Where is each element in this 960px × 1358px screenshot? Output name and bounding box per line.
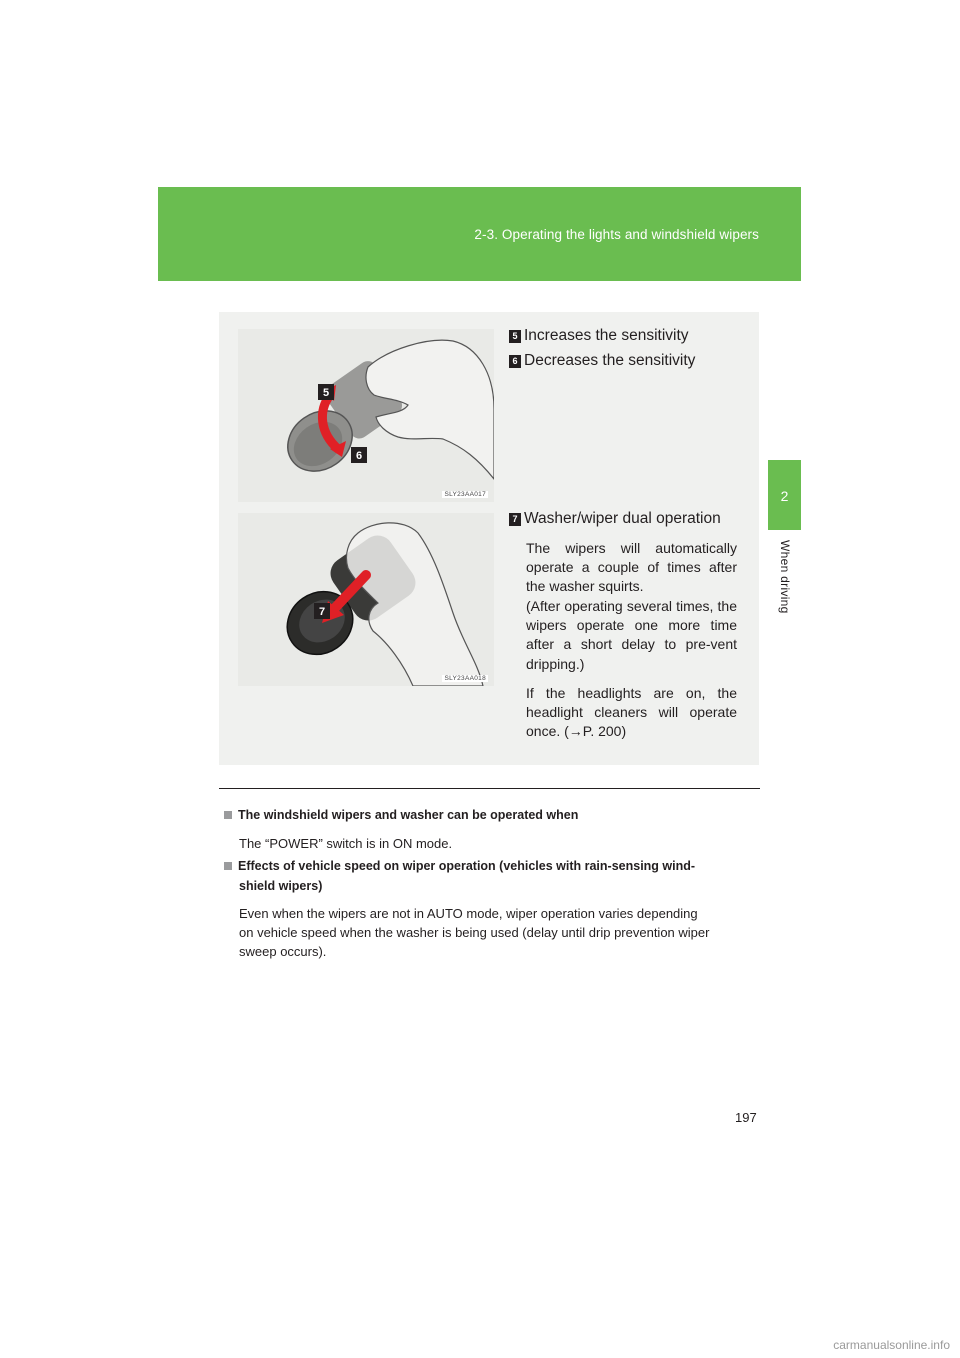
item-washer-wiper <box>509 510 721 528</box>
stalk-pull-illustration <box>238 513 494 686</box>
note-heading-continued: shield wipers) <box>239 879 323 893</box>
chapter-label <box>772 540 796 630</box>
header-band <box>158 187 801 281</box>
square-bullet-icon <box>224 862 232 870</box>
chapter-label-text: When driving <box>778 540 792 614</box>
item-label: Increases the sensitivity <box>524 327 689 344</box>
knob-turn-illustration <box>238 329 494 502</box>
item-description: If the headlights are on, the headlight cleaners will operate once. (→P. 200) <box>526 685 737 740</box>
page-number: 197 <box>735 1110 757 1125</box>
illustration-panel <box>219 312 759 765</box>
section-title: 2-3. Operating the lights and windshield wipers <box>474 227 759 242</box>
square-bullet-icon <box>224 811 232 819</box>
divider <box>219 788 760 789</box>
figure-washer-pull <box>238 513 494 686</box>
item-decrease-sensitivity <box>509 352 695 370</box>
callout-7: 7 <box>318 606 326 618</box>
note-heading: The windshield wipers and washer can be operated when <box>224 808 578 822</box>
item-increase-sensitivity <box>509 327 689 345</box>
figure-sensitivity-knob <box>238 329 494 502</box>
item-label: Washer/wiper dual operation <box>524 510 721 527</box>
figure-code: SLY23AA018 <box>444 675 486 682</box>
note-body-line: Even when the wipers are not in AUTO mode, wiper operation varies depending <box>239 906 698 921</box>
note-body: The “POWER” switch is in ON mode. <box>239 836 453 851</box>
callout-5: 5 <box>322 387 330 399</box>
chapter-number: 2 <box>780 488 789 504</box>
note-body-line: sweep occurs). <box>239 944 327 959</box>
item-description: The wipers will automatically operate a couple of times after the washer squirts. <box>526 540 737 595</box>
callout-6: 6 <box>355 450 363 462</box>
item-label: Decreases the sensitivity <box>524 352 696 369</box>
item-marker: 6 <box>509 355 521 368</box>
figure-code: SLY23AA017 <box>444 491 486 498</box>
item-marker: 7 <box>509 513 521 526</box>
note-body-line: on vehicle speed when the washer is being used (delay until drip prevention wiper <box>239 925 710 940</box>
item-marker: 5 <box>509 330 521 343</box>
note-heading: Effects of vehicle speed on wiper operation (vehicles with rain-sensing wind- <box>224 859 695 873</box>
item-description: (After operating several times, the wipers operate one more time after a short delay to pre-vent dripping.) <box>526 598 737 672</box>
watermark: carmanualsonline.info <box>833 1338 950 1352</box>
chapter-tab <box>768 460 801 530</box>
